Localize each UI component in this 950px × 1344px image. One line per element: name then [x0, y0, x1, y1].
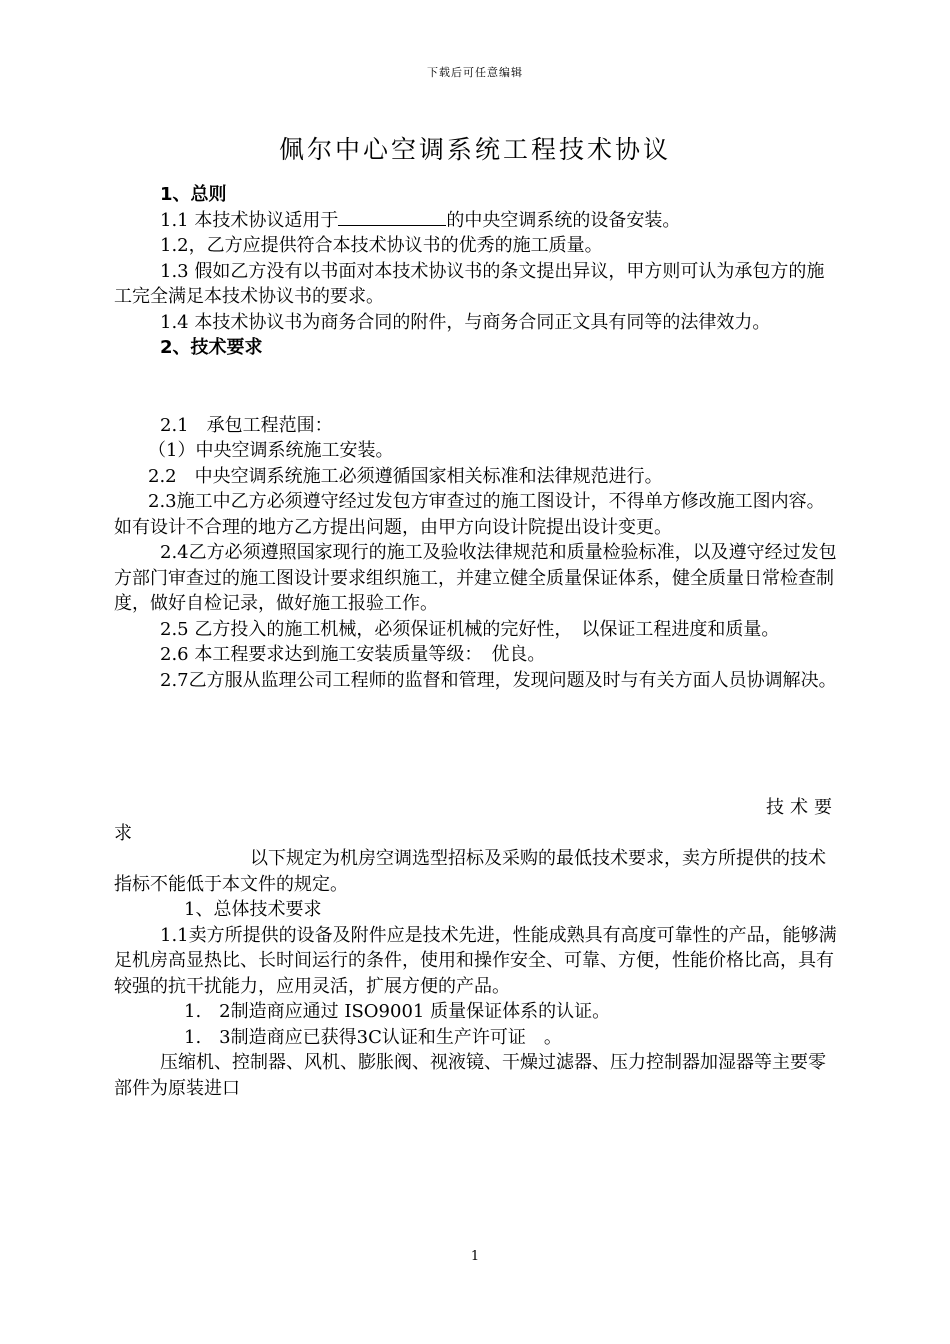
spacer — [114, 693, 838, 795]
clause-1-3: 1.3 假如乙方没有以书面对本技术协议书的条文提出异议，甲方则可认为承包方的施工完全满足本技术协议书的要求。 — [114, 260, 825, 307]
requirement-1-1: 1.1卖方所提供的设备及附件应是技术先进，性能成熟具有高度可靠性的产品，能够满足机房高显热比、长时间运行的条件，使用和操作安全、可靠、方便，性能价格比高，具有较强的抗干扰能力，应用灵活，扩展方便的产品。 — [114, 924, 837, 997]
clause-2-1: 2.1 承包工程范围： — [160, 414, 333, 436]
blank-underline — [338, 209, 446, 226]
clause-1-2: 1.2，乙方应提供符合本技术协议书的优秀的施工质量。 — [160, 235, 603, 256]
tech-intro: 以下规定为机房空调选型招标及采购的最低技术要求，卖方所提供的技术指标不能低于本文件的规定。 — [114, 848, 826, 895]
clause-1-4: 1.4 本技术协议书为商务合同的附件，与商务合同正文具有同等的法律效力。 — [160, 311, 771, 333]
overall-requirements-heading: 1、总体技术要求 — [184, 899, 322, 920]
clause-2-5: 2.5 乙方投入的施工机械，必须保证机械的完好性， 以保证工程进度和质量。 — [160, 618, 780, 640]
page-number: 1 — [470, 1249, 480, 1264]
clause-2-6: 2.6 本工程要求达到施工安装质量等级： 优良。 — [160, 644, 546, 665]
tech-requirements-heading-wrap: 求 — [114, 822, 132, 844]
clause-2-4: 2.4乙方必须遵照国家现行的施工及验收法律规范和质量检验标准，以及遵守经过发包方部门审查过的施工图设计要求组织施工，并建立健全质量保证体系，健全质量日常检查制度，做好自检记录，做好施工报验工作。 — [114, 542, 837, 614]
section-heading-technical: 2、技术要求 — [160, 337, 263, 358]
clause-1-1 — [114, 208, 838, 234]
clause-1-1-text-before: 1.1 本技术协议适用于 — [160, 209, 339, 231]
tech-requirements-heading: 技术要 — [766, 797, 838, 818]
document-title: 佩尔中心空调系统工程技术协议 — [278, 135, 671, 164]
clause-2-2: 2.2 中央空调系统施工必须遵循国家相关标准和法律规范进行。 — [148, 465, 663, 487]
page-header-note: 下载后可任意编辑 — [427, 66, 523, 79]
clause-2-1-item: （1）中央空调系统施工安装。 — [148, 440, 394, 461]
requirement-components: 压缩机、控制器、风机、膨胀阀、视液镜、干燥过滤器、压力控制器加湿器等主要零部件为原装进口 — [114, 1052, 826, 1099]
clause-1-1-text-after: 的中央空调系统的设备安装。 — [446, 209, 681, 231]
clause-2-3: 2.3施工中乙方必须遵守经过发包方审查过的施工图设计，不得单方修改施工图内容。如有设计不合理的地方乙方提出问题，由甲方向设计院提出设计变更。 — [114, 491, 825, 538]
requirement-1-2: 1. 2制造商应通过 ISO9001 质量保证体系的认证。 — [184, 1001, 611, 1022]
section-heading-general: 1、总则 — [160, 184, 227, 205]
spacer — [114, 361, 838, 413]
clause-2-7: 2.7乙方服从监理公司工程师的监督和管理，发现问题及时与有关方面人员协调解决。 — [160, 669, 837, 691]
document-body — [114, 182, 838, 1101]
requirement-1-3: 1. 3制造商应已获得3C认证和生产许可证 。 — [184, 1026, 562, 1048]
